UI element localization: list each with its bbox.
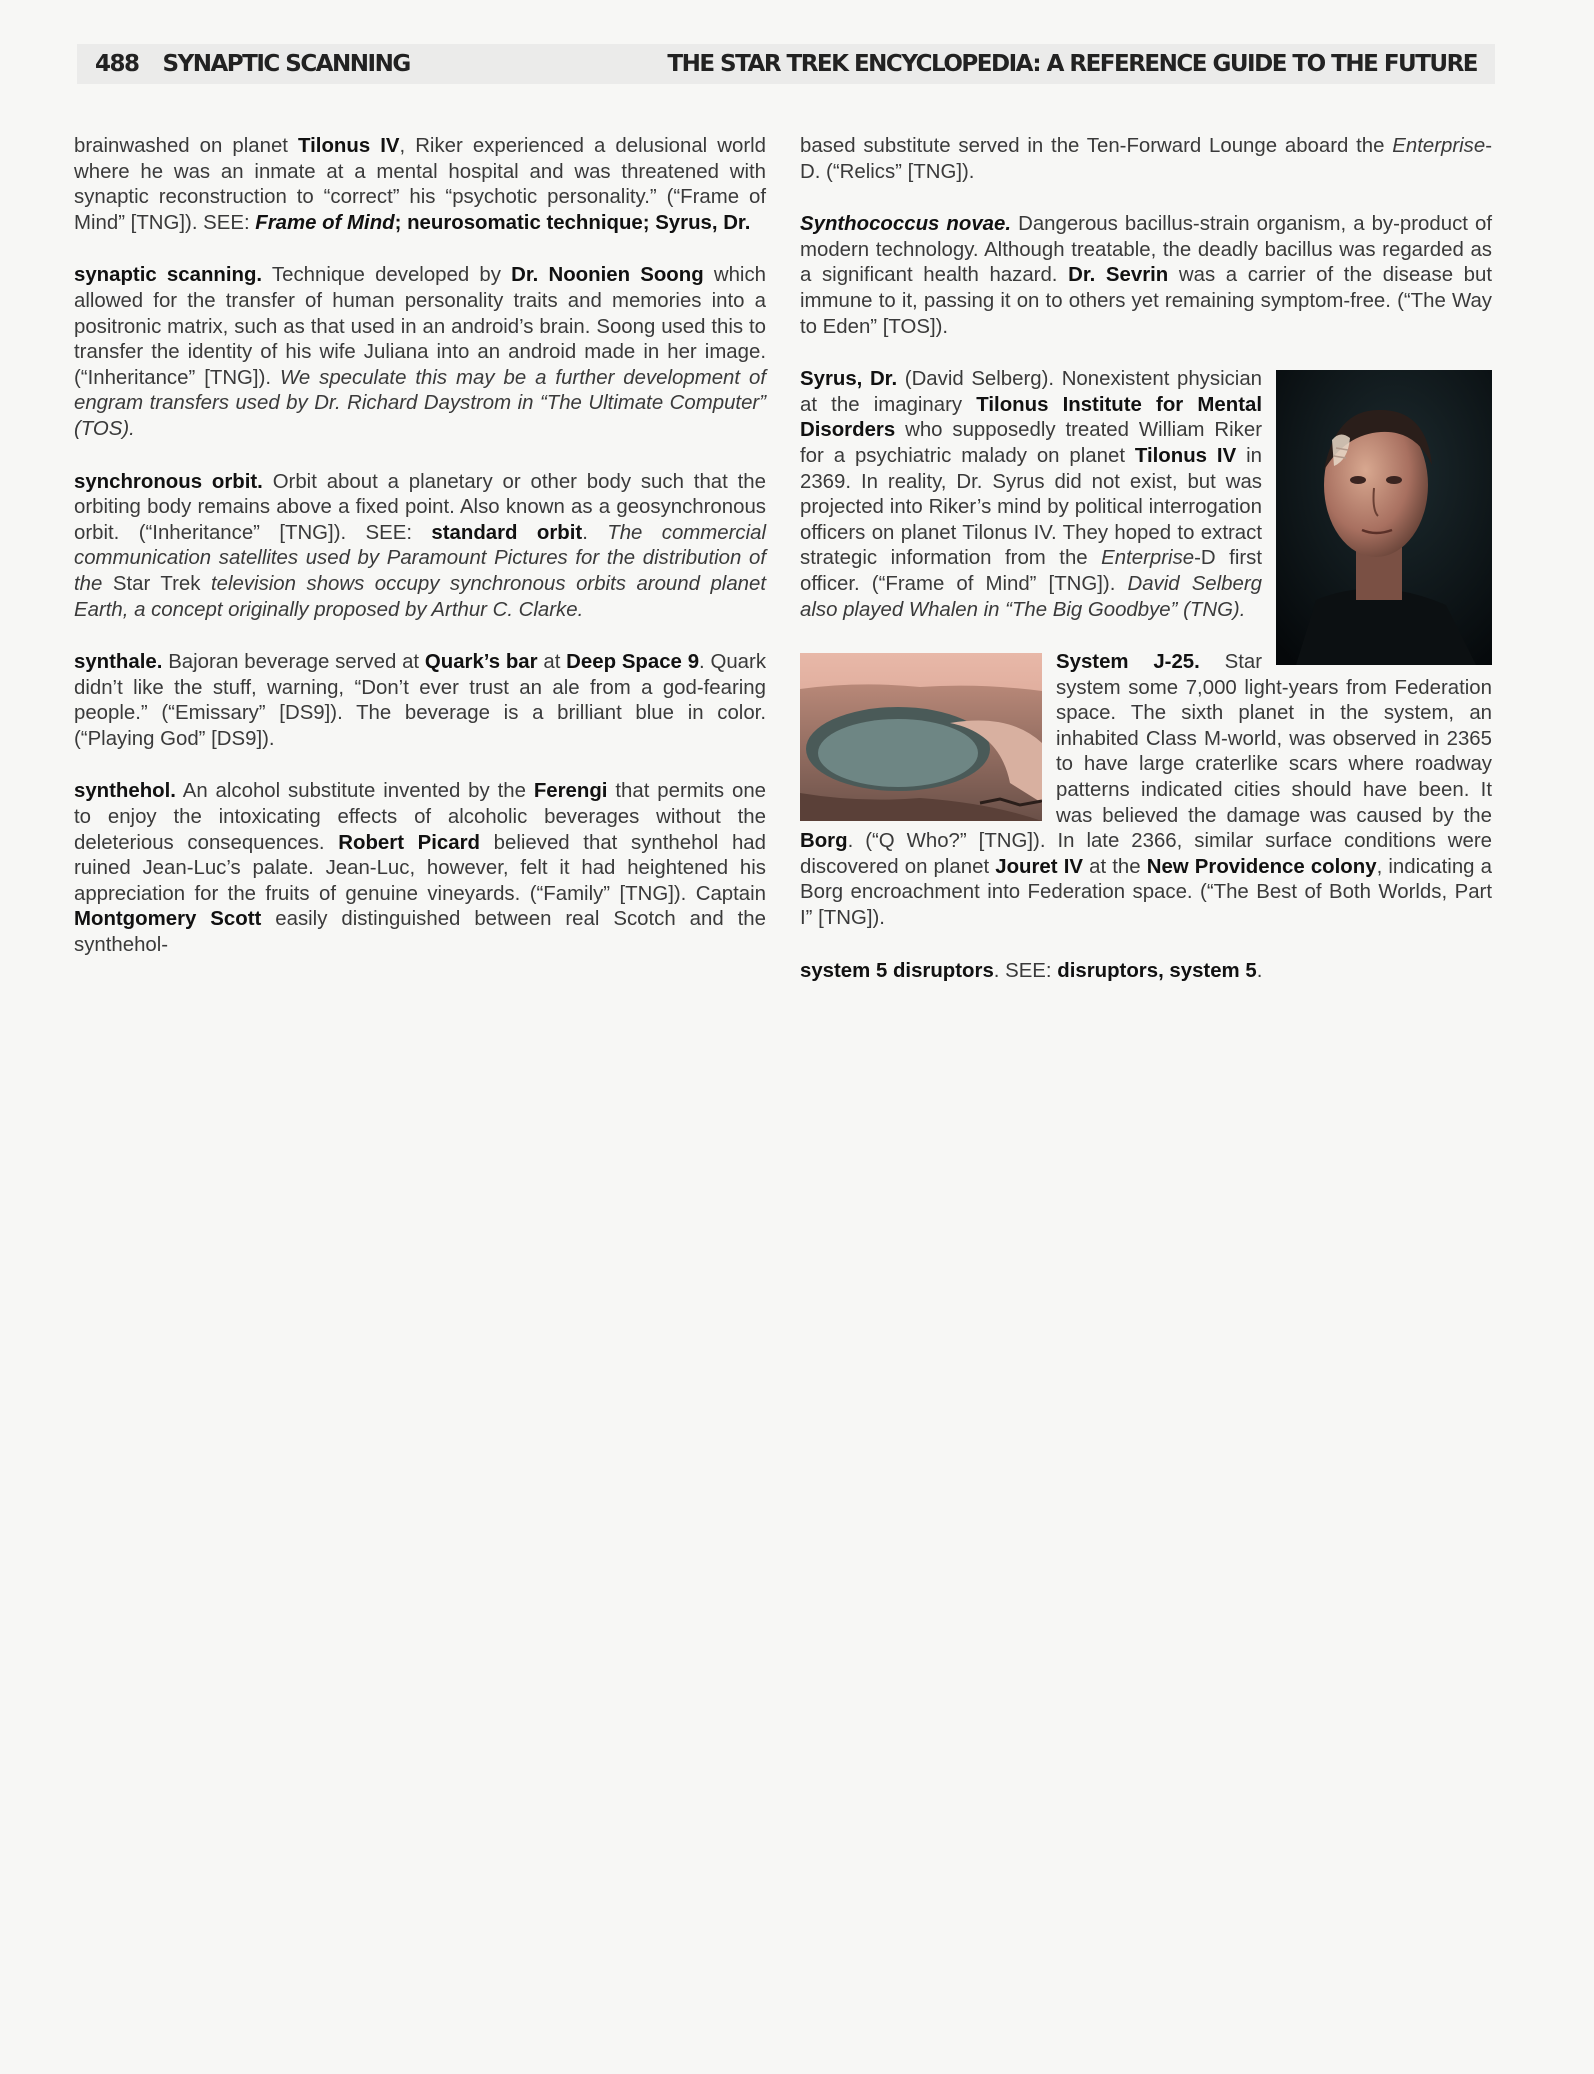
entry-system-j-25: System J-25. Star system some 7,000 light-years from Federation space. The sixth planet in the system, an inhabited Class M-world, was observed in 2365 to have large craterlike scars where roadway patterns indicated cities should have been. It was believed the damage was caused by the Borg. (“Q Who?” [TNG]). In late 2366, similar surface conditions were discovered on planet Jouret IV at the New Providence colony, indicating a Borg encroachment into Federation space. (“The Best of Both Worlds, Part I” [TNG]). xyxy=(800,651,1492,930)
entry-syrus-dr: Syrus, Dr. (David Selberg). Nonexistent physician at the imaginary Tilonus Institute for Mental Disorders who supposedly treated William Riker for a psychiatric malady on planet Tilonus IV in 2369. In reality, Dr. Syrus did not exist, but was projected into Riker’s mind by political interrogation officers on planet Tilonus IV. They hoped to extract strategic information from the Enterprise-D first officer. (“Frame of Mind” [TNG]). David Selberg also played Whalen in “The Big Goodbye” (TNG). xyxy=(800,367,1492,623)
page-number: 488 xyxy=(95,51,139,77)
entry-synthale: synthale. Bajoran beverage served at Quark’s bar at Deep Space 9. Quark didn’t like the stuff, warning, “Don’t ever trust an ale from a god-fearing people.” (“Emissary” [DS9]). The beverage is a brilliant blue in color. (“Playing God” [DS9]). xyxy=(74,651,767,750)
entry-synchronous-orbit: synchronous orbit. Orbit about a planetary or other body such that the orbiting body remains above a fixed point. Also known as a geosynchronous orbit. (“Inheritance” [TNG]). SEE: standard orbit. The commercial communication satellites used by Paramount Pictures for the distribution of the Star Trek television shows occupy synchronous orbits around planet Earth, a concept originally proposed by Arthur C. Clarke. xyxy=(74,470,767,621)
dr-syrus-portrait-image xyxy=(1276,370,1492,665)
crater-landscape-image xyxy=(800,653,1042,821)
entry-system-5-disruptors: system 5 disruptors. SEE: disruptors, system 5. xyxy=(800,959,1263,982)
entry-continuation: brainwashed on planet Tilonus IV, Riker experienced a delusional world where he was an inmate at a mental hospital and was threatened with synaptic reconstruction to “correct” his “psychotic personality.” (“Frame of Mind” [TNG]). SEE: Frame of Mind; neurosomatic technique; Syrus, Dr. xyxy=(74,135,766,234)
entry-synthehol: synthehol. An alcohol substitute invented by the Ferengi that permits one to enjoy the intoxicating effects of alcoholic beverages without the deleterious consequences. Robert Picard believed that synthehol had ruined Jean-Luc’s palate. Jean-Luc, however, felt it had heightened his appreciation for the fruits of genuine vineyards. (“Family” [TNG]). Captain Montgomery Scott easily distinguished between real Scotch and the synthehol- xyxy=(74,780,767,957)
book-title: THE STAR TREK ENCYCLOPEDIA: A REFERENCE GUIDE TO THE FUTURE xyxy=(667,51,1477,77)
header-left xyxy=(95,51,434,77)
entry-synthehol-continued: based substitute served in the Ten-Forward Lounge aboard the Enterprise-D. (“Relics” [TNG]). xyxy=(800,135,1492,183)
entry-synaptic-scanning: synaptic scanning. Technique developed by Dr. Noonien Soong which allowed for the transfer of human personality traits and memories into a positronic matrix, such as that used in an android’s brain. Soong used this to transfer the identity of his wife Juliana into an android made in her image. (“Inheritance” [TNG]). We speculate this may be a further development of engram transfers used by Dr. Richard Daystrom in “The Ultimate Computer” (TOS). xyxy=(74,264,767,440)
section-title: SYNAPTIC SCANNING xyxy=(162,51,410,77)
left-column xyxy=(74,134,766,986)
entry-synthococcus-novae: Synthococcus novae. Dangerous bacillus-strain organism, a by-product of modern technology. Although treatable, the deadly bacillus was regarded as a significant health hazard. Dr. Sevrin was a carrier of the disease but immune to it, passing it on to others yet remaining symptom-free. (“The Way to Eden” [TOS]). xyxy=(800,213,1493,338)
running-header xyxy=(77,44,1495,84)
right-column xyxy=(800,134,1492,1011)
